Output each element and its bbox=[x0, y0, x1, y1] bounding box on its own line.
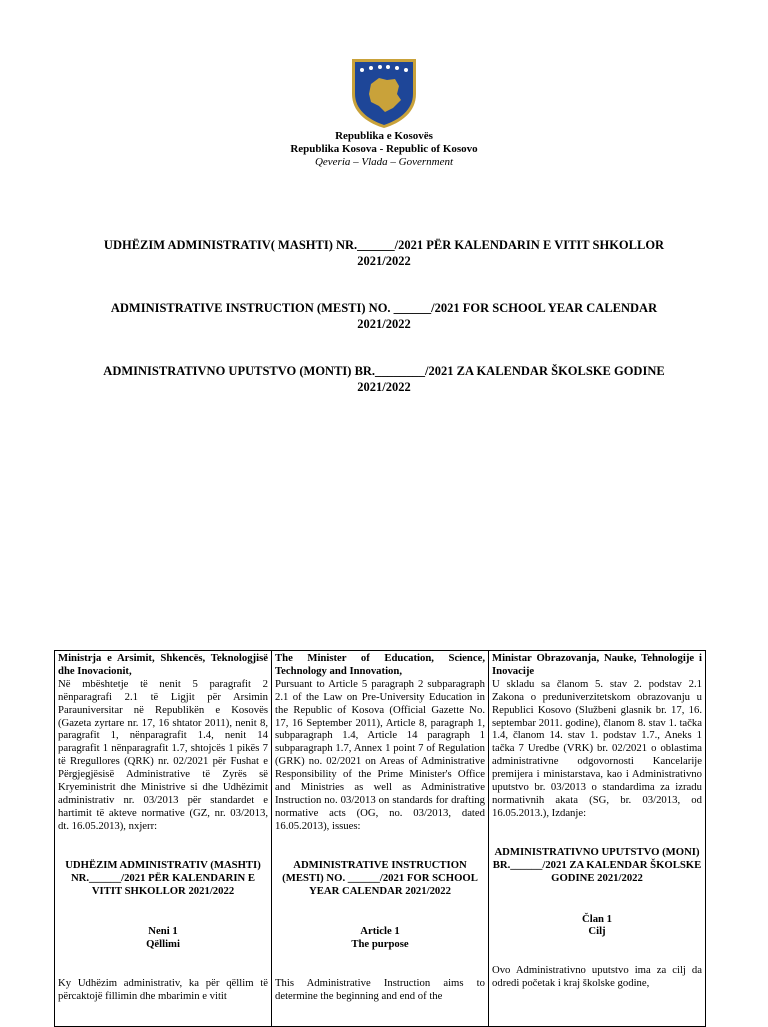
title-serbian bbox=[60, 363, 708, 395]
column-english bbox=[272, 651, 489, 1027]
minister-albanian: Ministrja e Arsimit, Shkencës, Teknologjisë dhe Inovacionit, bbox=[58, 652, 268, 677]
article-number-serbian: Član 1 bbox=[582, 912, 612, 925]
trilingual-table bbox=[54, 650, 706, 1027]
government-header bbox=[0, 130, 768, 169]
legal-basis-serbian: U skladu sa članom 5. stav 2. podstav 2.1 Zakona o preduniverzitetskom obrazovanju u Republici Kosovo (Službeni glasnik br. 17, 16. septembar 2011. godine), članom 8. stav 1. tačka 1.4, članom 14. stav 1. podstav 1.7., Aneks 1 tačka 7 Uredbe (VRK) br. 02/2021 o oblastima administrativne odgovornosti Kancelarije premijera i ministarstava, kao i Administrativno uputstvo br. 03/2013 o standardima za izradu normativnih akata (SG, br. 03/2013, od 16.05.2013.), Izdanje: bbox=[492, 677, 702, 819]
doc-title-albanian: UDHËZIM ADMINISTRATIV (MASHTI) NR.______/2021 PËR KALENDARIN E VITIT SHKOLLOR 2021/2022 bbox=[65, 858, 261, 897]
article-number-albanian: Neni 1 bbox=[148, 925, 178, 938]
header-republic-sr-en: Republika Kosova - Republic of Kosovo bbox=[290, 143, 478, 155]
column-albanian bbox=[55, 651, 272, 1027]
purpose-text-serbian: Ovo Administrativno uputstvo ima za cilj da odredi početak i kraj školske godine, bbox=[492, 964, 702, 990]
title-albanian-line2: 2021/2022 bbox=[357, 254, 411, 268]
header-republic-sq: Republika e Kosovës bbox=[335, 130, 433, 142]
header-government: Qeveria – Vlada – Government bbox=[314, 156, 454, 168]
article-number-english: Article 1 bbox=[360, 925, 400, 938]
minister-english: The Minister of Education, Science, Technology and Innovation, bbox=[275, 652, 485, 677]
title-albanian bbox=[60, 237, 708, 269]
title-serbian-line1: ADMINISTRATIVNO UPUTSTVO (MONTI) BR.________/2021 ZA KALENDAR ŠKOLSKE GODINE bbox=[103, 364, 665, 378]
legal-basis-albanian: Në mbështetje të nenit 5 paragrafit 2 nënparagrafi 2.1 të Ligjit për Arsimin Parauniversitar në Republikën e Kosovës (Gazeta zyrtare nr. 17, 16 shtator 2011), nenit 8, paragrafit 1, nënparagrafit 1.4, nenit 14 paragrafit 1 nënparagrafit 1.7, shtojcës 1 pikës 7 të Rregullores (QRK) nr. 02/2021 për Fushat e Përgjegjësisë Administrative të Zyrës së Kryeministrit dhe Ministrive si dhe Udhëzimit administrativ nr. 03/2013 për standardet e hartimit të akteve normative (GZ, nr. 03/2013, dt. 16.05.2013), nxjerr: bbox=[58, 677, 268, 832]
article-name-serbian: Cilj bbox=[588, 925, 606, 938]
doc-title-english: ADMINISTRATIVE INSTRUCTION (MESTI) NO. ______/2021 FOR SCHOOL YEAR CALENDAR 2021/2022 bbox=[282, 858, 478, 897]
kosovo-coat-of-arms-icon bbox=[349, 56, 419, 130]
purpose-text-albanian: Ky Udhëzim administrativ, ka për qëllim të përcaktojë fillimin dhe mbarimin e vitit bbox=[58, 977, 268, 1003]
doc-title-serbian: ADMINISTRATIVNO UPUTSTVO (MONI) BR.______/2021 ZA KALENDAR ŠKOLSKE GODINE 2021/2022 bbox=[492, 845, 702, 884]
article-name-albanian: Qëllimi bbox=[146, 938, 180, 951]
legal-basis-english: Pursuant to Article 5 paragraph 2 subparagraph 2.1 of the Law on Pre-University Education in the Republic of Kosova (Official Gazette No. 17, 16 September 2011), Article 8, paragraph 1, subparagraph 1.4, Article 14 paragraph 1 subparagraph 1.7, Annex 1 point 7 of Regulation (GRK) no. 02/2021 on Areas of Administrative Responsibility of the Prime Minister's Office and Ministries as well as Administrative Instruction no. 03/2013 on standards for drafting normative acts (OG, no. 03/2013, dated 16.05.2013), issues: bbox=[275, 677, 485, 832]
article-name-english: The purpose bbox=[351, 938, 409, 951]
title-albanian-line1: UDHËZIM ADMINISTRATIV( MASHTI) NR.______/2021 PËR KALENDARIN E VITIT SHKOLLOR bbox=[103, 238, 665, 252]
minister-serbian: Ministar Obrazovanja, Nauke, Tehnologije i Inovacije bbox=[492, 652, 702, 677]
title-serbian-line2: 2021/2022 bbox=[357, 380, 411, 394]
title-english-line1: ADMINISTRATIVE INSTRUCTION (MESTI) NO. ______/2021 FOR SCHOOL YEAR CALENDAR bbox=[110, 301, 658, 315]
purpose-text-english: This Administrative Instruction aims to determine the beginning and end of the bbox=[275, 977, 485, 1003]
column-serbian bbox=[489, 651, 706, 1027]
title-english bbox=[60, 300, 708, 332]
title-english-line2: 2021/2022 bbox=[357, 317, 411, 331]
